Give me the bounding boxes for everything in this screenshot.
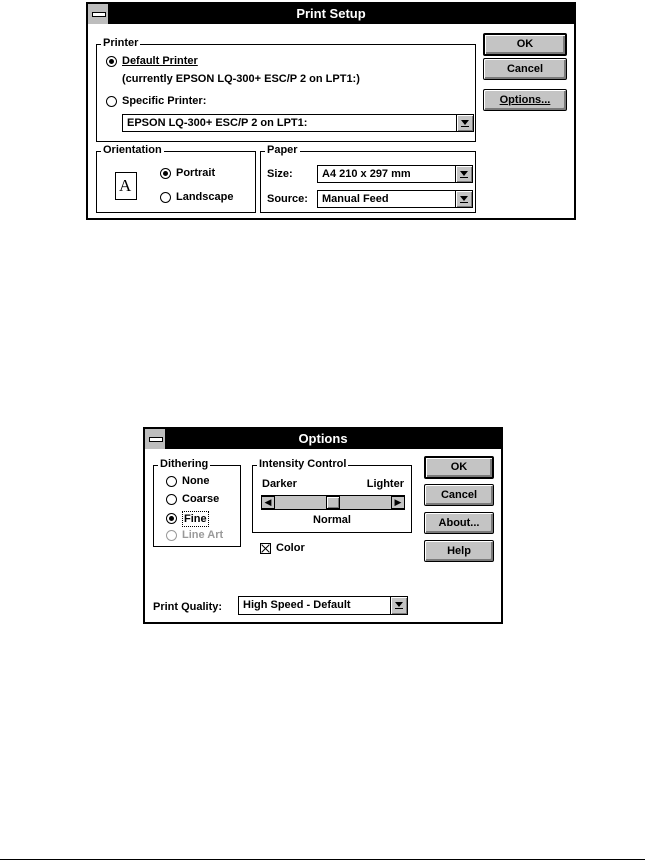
print-setup-title: Print Setup (296, 6, 366, 21)
color-checkbox[interactable] (260, 543, 271, 554)
landscape-label[interactable]: Landscape (176, 191, 234, 203)
default-printer-radio[interactable] (106, 56, 117, 67)
arrow-left-icon[interactable]: ◀ (261, 496, 275, 509)
print-setup-dialog (86, 2, 576, 220)
printer-group-label: Printer (103, 37, 139, 49)
intensity-value: Normal (313, 514, 351, 526)
orientation-group (96, 144, 256, 213)
paper-source-value: Manual Feed (322, 193, 389, 205)
chevron-down-icon[interactable] (455, 166, 472, 182)
current-printer-text: (currently EPSON LQ-300+ ESC/P 2 on LPT1:) (122, 73, 360, 85)
size-label: Size: (267, 168, 293, 180)
slider-thumb[interactable] (326, 496, 340, 509)
page-letter: A (119, 176, 132, 195)
options-titlebar (145, 429, 501, 449)
intensity-slider[interactable] (261, 495, 405, 510)
options-title: Options (298, 431, 348, 446)
color-label[interactable]: Color (276, 542, 305, 554)
dither-none-radio[interactable] (166, 476, 177, 487)
system-menu-icon[interactable] (88, 4, 110, 24)
page-footer-rule (0, 859, 645, 860)
portrait-label[interactable]: Portrait (176, 167, 216, 179)
darker-label: Darker (262, 478, 297, 490)
ok-button[interactable]: OK (483, 33, 567, 56)
specific-printer-select[interactable] (122, 114, 474, 132)
print-quality-select[interactable] (238, 596, 408, 615)
specific-printer-radio[interactable] (106, 96, 117, 107)
dither-coarse-label[interactable]: Coarse (182, 493, 220, 505)
dither-fine-radio[interactable] (166, 513, 177, 524)
orientation-group-label: Orientation (103, 144, 162, 156)
dithering-group (153, 458, 241, 547)
dither-coarse-radio[interactable] (166, 494, 177, 505)
chevron-down-icon[interactable] (455, 191, 472, 207)
options-dialog (143, 427, 503, 624)
paper-size-select[interactable] (317, 165, 473, 183)
landscape-radio[interactable] (160, 192, 171, 203)
portrait-radio[interactable] (160, 168, 171, 179)
paper-group (260, 144, 476, 213)
specific-printer-label[interactable]: Specific Printer: (122, 95, 207, 107)
dither-fine-label[interactable]: Fine (184, 513, 207, 525)
chevron-down-icon[interactable] (390, 597, 407, 614)
options-cancel-button[interactable]: Cancel (424, 484, 494, 506)
intensity-control-group (252, 458, 412, 533)
source-label: Source: (267, 193, 308, 205)
options-ok-button[interactable]: OK (424, 456, 494, 479)
specific-printer-value: EPSON LQ-300+ ESC/P 2 on LPT1: (127, 117, 308, 129)
paper-source-select[interactable] (317, 190, 473, 208)
dither-lineart-radio (166, 530, 177, 541)
dither-none-label[interactable]: None (182, 475, 210, 487)
system-menu-icon[interactable] (145, 429, 167, 449)
paper-group-label: Paper (267, 144, 298, 156)
portrait-page-icon (115, 172, 137, 200)
printer-group (96, 37, 476, 142)
intensity-group-label: Intensity Control (259, 458, 347, 470)
help-button[interactable]: Help (424, 540, 494, 562)
print-quality-label: Print Quality: (153, 601, 223, 613)
cancel-button[interactable]: Cancel (483, 58, 567, 80)
about-button[interactable]: About... (424, 512, 494, 534)
dither-lineart-label: Line Art (182, 529, 224, 541)
print-quality-value: High Speed - Default (243, 599, 351, 611)
dithering-group-label: Dithering (160, 458, 209, 470)
options-button[interactable]: Options... (483, 89, 567, 111)
paper-size-value: A4 210 x 297 mm (322, 168, 411, 180)
lighter-label: Lighter (366, 478, 404, 490)
print-setup-titlebar (88, 4, 574, 24)
arrow-right-icon[interactable]: ▶ (391, 496, 405, 509)
chevron-down-icon[interactable] (456, 115, 473, 131)
default-printer-label[interactable]: Default Printer (122, 55, 198, 67)
